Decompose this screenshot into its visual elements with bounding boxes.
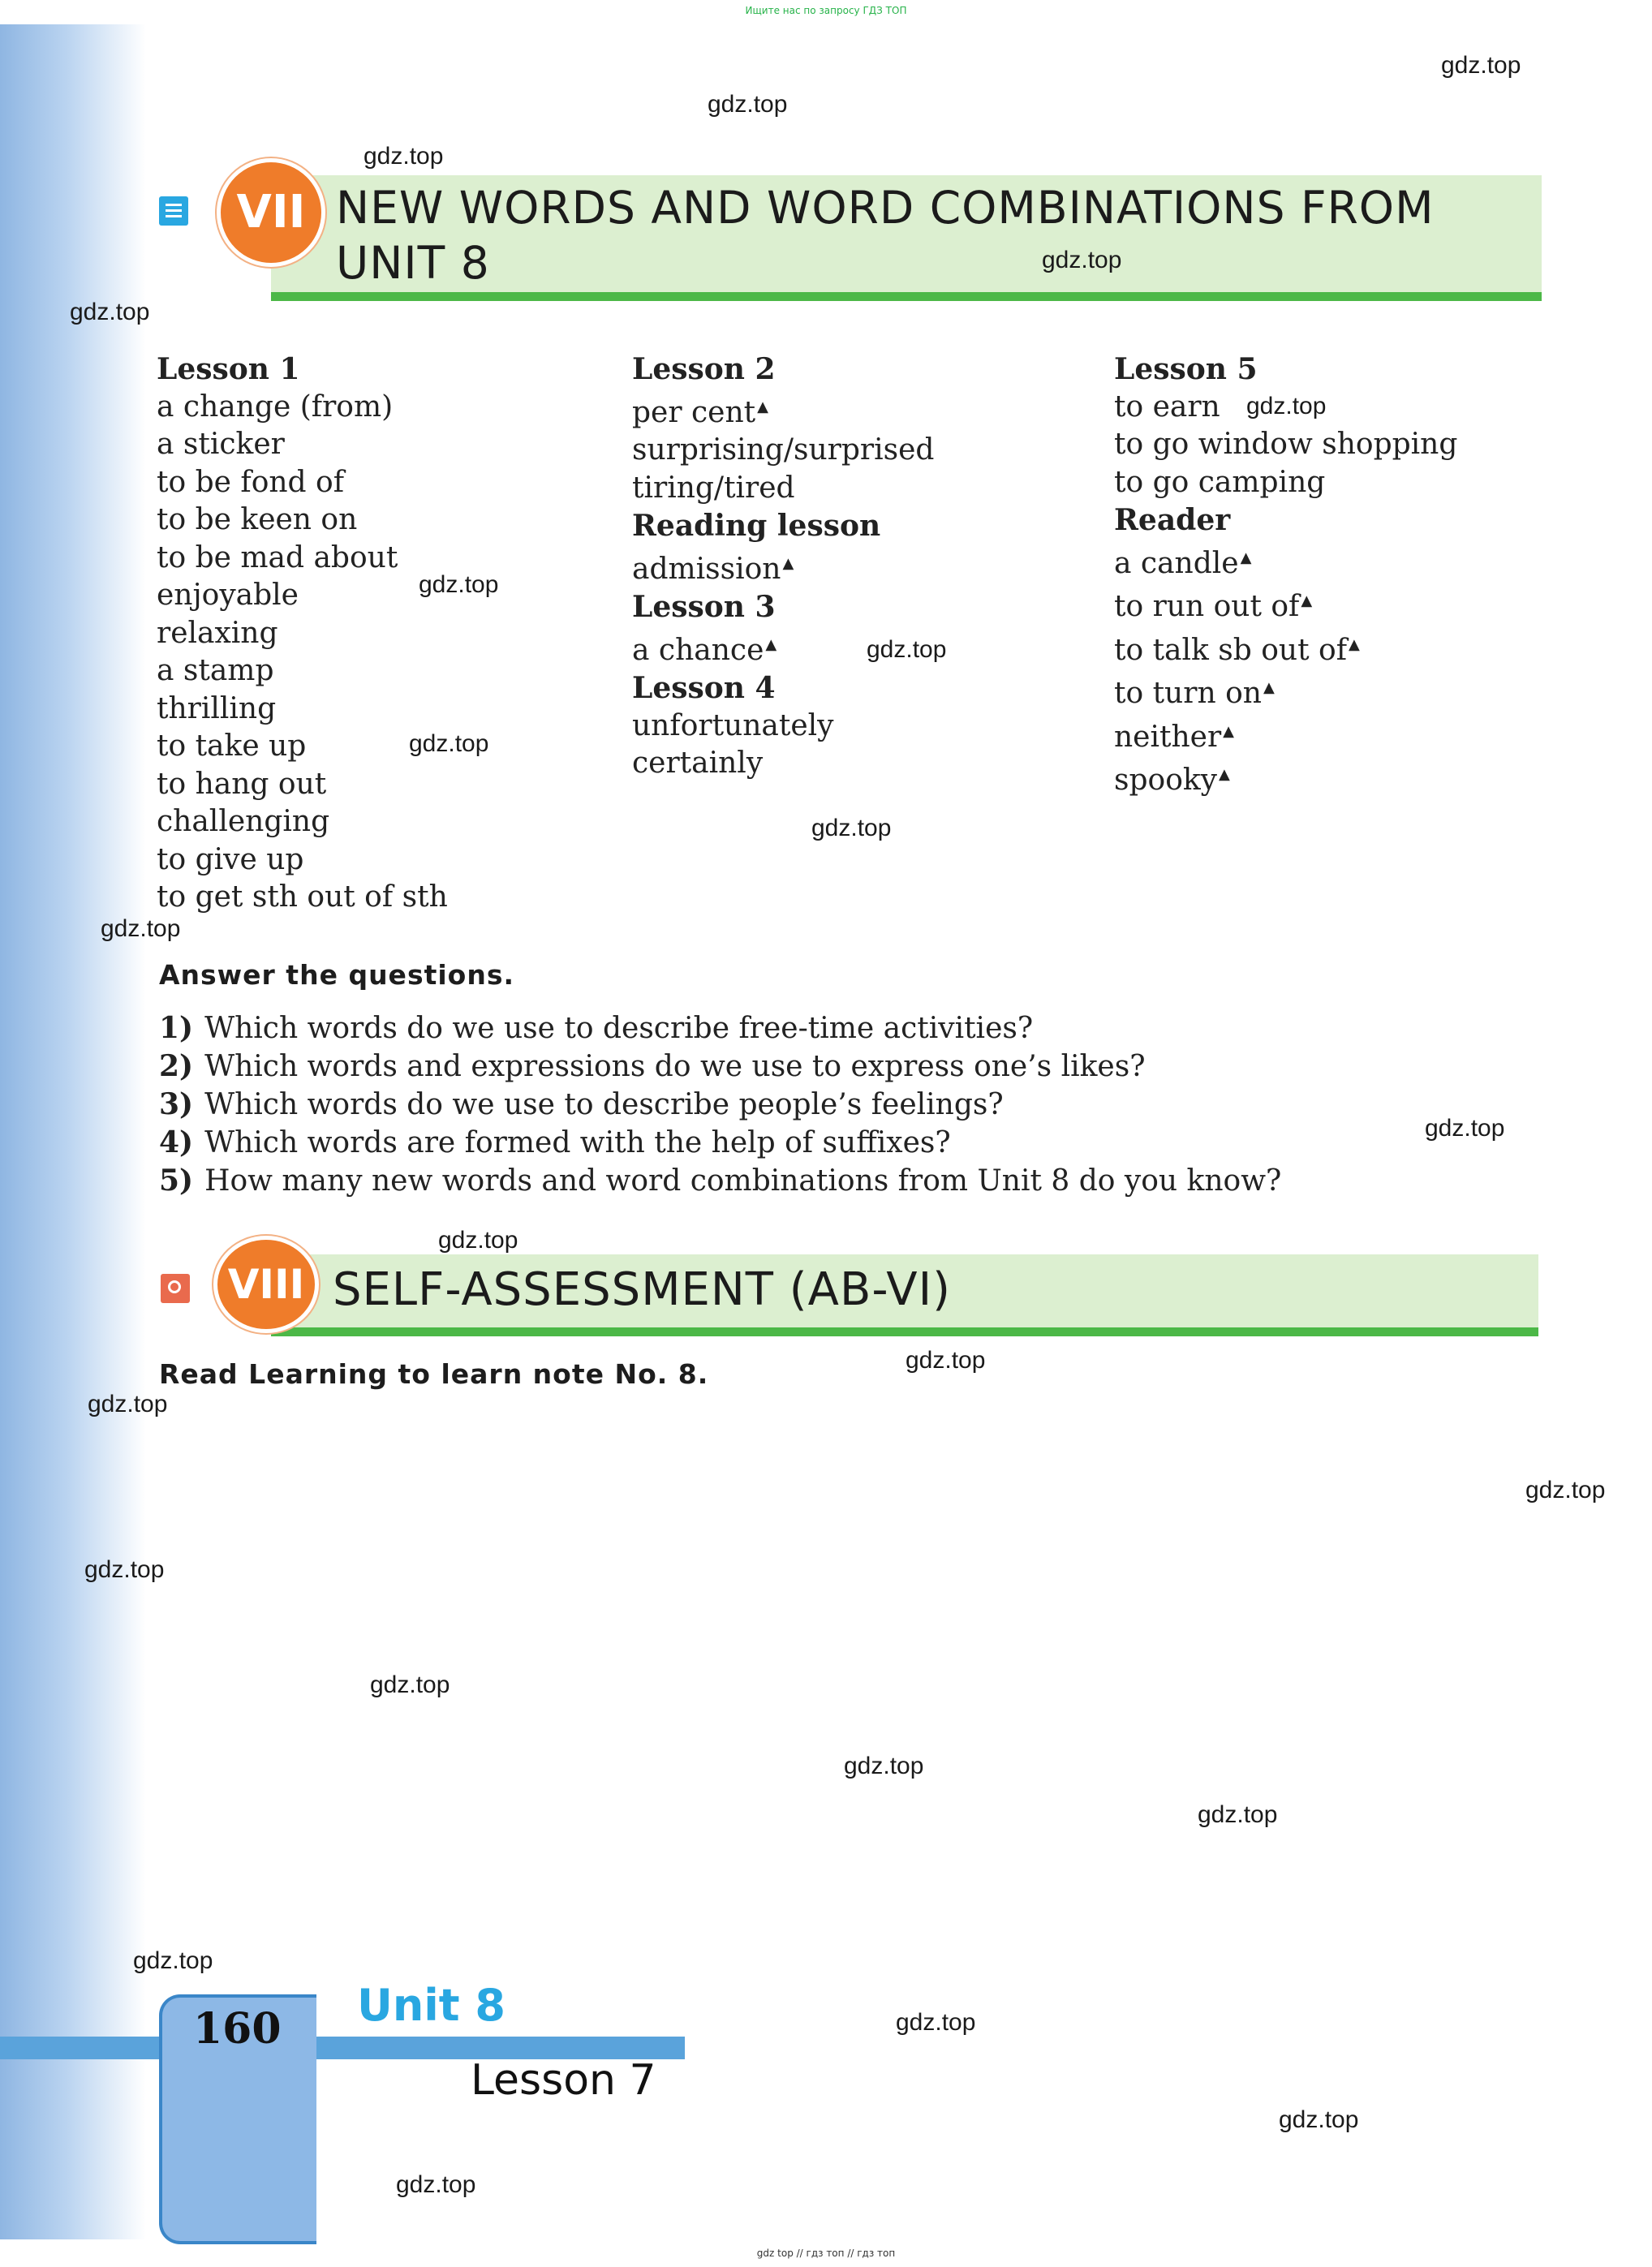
column-heading: [157, 351, 448, 389]
question-number: 5): [159, 1164, 194, 1198]
question-item: [159, 1124, 1281, 1162]
vocab-item: [1114, 540, 1457, 583]
column-heading: [632, 351, 934, 389]
vocab-text: Reading lesson: [632, 509, 881, 543]
watermark: gdz.top: [1246, 393, 1327, 419]
vocab-text: to get sth out of sth: [157, 880, 448, 914]
vocab-text: relaxing: [157, 616, 278, 650]
column-heading: [632, 507, 934, 545]
section-7-title: [336, 180, 1435, 290]
vocab-text: Lesson 3: [632, 590, 776, 624]
watermark: gdz.top: [419, 571, 499, 598]
question-item: [159, 1047, 1281, 1086]
question-item: [159, 1162, 1281, 1200]
vocab-text: to earn: [1114, 389, 1220, 424]
watermark: gdz.top: [896, 2009, 976, 2036]
question-number: 4): [159, 1125, 194, 1159]
vocab-item: [1114, 583, 1457, 626]
watermark: gdz.top: [88, 1391, 168, 1417]
vocab-text: to go camping: [1114, 465, 1326, 499]
vocab-text: certainly: [632, 746, 764, 780]
vocab-text: to be keen on: [157, 503, 358, 536]
vocab-text: to be fond of: [157, 465, 345, 499]
question-item: [159, 1009, 1281, 1047]
column-heading: [632, 588, 934, 626]
section-7-title-line1: NEW WORDS AND WORD COMBINATIONS FROM: [336, 182, 1435, 234]
watermark: gdz.top: [438, 1227, 518, 1254]
vocab-text: to go window shopping: [1114, 428, 1458, 461]
watermark: gdz.top: [1441, 52, 1521, 79]
vocab-text: Reader: [1114, 503, 1231, 537]
self-assessment-note: Read Learning to learn note No. 8.: [159, 1358, 709, 1390]
vocab-item: [157, 879, 448, 917]
watermark: gdz.top: [133, 1947, 213, 1974]
vocab-item: [632, 745, 934, 783]
question-text: Which words are formed with the help of suffixes?: [204, 1126, 951, 1159]
watermark: gdz.top: [396, 2171, 476, 2198]
active-vocab-marker-icon: ▲: [1223, 722, 1235, 740]
vocab-item: [632, 470, 934, 508]
vocab-item: [157, 501, 448, 540]
watermark: gdz.top: [1425, 1115, 1505, 1142]
vocab-text: thrilling: [157, 691, 277, 725]
active-vocab-marker-icon: ▲: [782, 554, 794, 572]
watermark: gdz.top: [364, 143, 444, 170]
vocab-text: to give up: [157, 842, 304, 876]
menu-icon: [159, 196, 188, 226]
vocab-text: a change (from): [157, 389, 394, 424]
watermark: gdz.top: [844, 1753, 924, 1779]
section-7-title-line2: UNIT 8: [336, 237, 490, 289]
question-number: 1): [159, 1011, 194, 1045]
active-vocab-marker-icon: ▲: [765, 635, 777, 653]
vocab-item: [157, 577, 448, 615]
bottom-note: gdz top // гдз топ // гдз топ: [756, 2248, 896, 2259]
vocab-item: [1114, 464, 1457, 502]
active-vocab-marker-icon: ▲: [1219, 766, 1230, 783]
vocab-item: [1114, 756, 1457, 800]
vocab-text: a candle: [1114, 546, 1239, 580]
vocab-item: [157, 540, 448, 578]
vocab-item: [157, 426, 448, 464]
vocab-item: [157, 841, 448, 880]
vocab-text: to turn on: [1114, 677, 1262, 710]
watermark: gdz.top: [1525, 1477, 1606, 1503]
section-8-numeral: VIII: [213, 1236, 319, 1333]
vocab-item: [157, 615, 448, 653]
vocab-text: to run out of: [1114, 590, 1300, 623]
question-number: 3): [159, 1087, 194, 1121]
vocab-text: tiring/tired: [632, 471, 795, 505]
watermark: gdz.top: [84, 1556, 165, 1583]
self-assessment-icon: [161, 1274, 190, 1303]
vocab-text: neither: [1114, 720, 1222, 754]
question-item: [159, 1086, 1281, 1124]
question-number: 2): [159, 1049, 194, 1083]
vocab-text: enjoyable: [157, 579, 299, 612]
answer-instruction: Answer the questions.: [159, 959, 515, 991]
vocab-text: Lesson 5: [1114, 352, 1258, 386]
active-vocab-marker-icon: ▲: [1301, 592, 1313, 609]
page-number: 160: [193, 2004, 282, 2054]
active-vocab-marker-icon: ▲: [1263, 679, 1275, 696]
watermark: gdz.top: [1198, 1801, 1278, 1828]
watermark: gdz.top: [101, 915, 181, 942]
question-text: How many new words and word combinations from Unit 8 do you know?: [204, 1164, 1282, 1198]
page-edge-gradient: [0, 24, 146, 2239]
vocab-text: a sticker: [157, 428, 285, 461]
vocab-item: [157, 690, 448, 729]
vocab-item: [632, 389, 934, 432]
vocab-item: [157, 464, 448, 502]
vocab-item: [1114, 669, 1457, 713]
vocab-item: [1114, 626, 1457, 670]
section-8-title: SELF-ASSESSMENT (AB-VI): [333, 1263, 951, 1316]
watermark: gdz.top: [70, 299, 150, 325]
vocab-item: [157, 389, 448, 427]
vocab-text: challenging: [157, 805, 330, 838]
vocab-text: admission: [632, 552, 781, 586]
vocab-item: [632, 432, 934, 470]
lesson-label: Lesson 7: [471, 2056, 656, 2105]
watermark: gdz.top: [867, 636, 947, 663]
watermark: gdz.top: [1042, 247, 1122, 273]
vocab-item: [632, 708, 934, 746]
column-heading: [1114, 501, 1457, 540]
vocab-text: unfortunately: [632, 708, 834, 742]
question-text: Which words do we use to describe free-time activities?: [204, 1012, 1034, 1045]
active-vocab-marker-icon: ▲: [757, 398, 768, 415]
section-7-numeral: VII: [217, 158, 325, 267]
question-text: Which words and expressions do we use to express one’s likes?: [204, 1050, 1146, 1083]
vocab-text: to take up: [157, 729, 307, 763]
watermark: gdz.top: [811, 815, 892, 841]
vocab-text: to hang out: [157, 767, 327, 801]
watermark: gdz.top: [370, 1671, 450, 1698]
watermark: gdz.top: [708, 91, 788, 118]
top-note: Ищите нас по запросу ГДЗ ТОП: [745, 5, 907, 16]
watermark: gdz.top: [1279, 2106, 1359, 2133]
vocab-text: Lesson 2: [632, 352, 776, 386]
vocab-item: [157, 766, 448, 804]
column-heading: [1114, 351, 1457, 389]
question-text: Which words do we use to describe people’s feelings?: [204, 1088, 1004, 1121]
column-heading: [632, 669, 934, 708]
vocab-item: [632, 545, 934, 589]
questions-list: [159, 1009, 1281, 1200]
unit-label: Unit 8: [357, 1980, 505, 2031]
vocab-text: surprising/surprised: [632, 433, 935, 467]
vocab-text: to be mad about: [157, 540, 398, 574]
active-vocab-marker-icon: ▲: [1240, 548, 1252, 566]
vocab-text: to talk sb out of: [1114, 633, 1348, 667]
vocab-text: Lesson 4: [632, 671, 776, 705]
vocab-item: [157, 728, 448, 766]
vocab-item: [157, 803, 448, 841]
vocab-text: per cent: [632, 395, 756, 429]
vocab-item: [1114, 426, 1457, 464]
vocab-item: [157, 652, 448, 690]
vocab-text: Lesson 1: [157, 352, 300, 386]
word-column-2: [632, 351, 934, 783]
vocab-item: [1114, 713, 1457, 757]
vocab-text: spooky: [1114, 764, 1218, 797]
active-vocab-marker-icon: ▲: [1349, 635, 1360, 653]
watermark: gdz.top: [409, 730, 489, 757]
vocab-text: a stamp: [157, 654, 274, 687]
watermark: gdz.top: [906, 1347, 986, 1374]
vocab-text: a chance: [632, 633, 764, 667]
word-column-1: [157, 351, 448, 917]
